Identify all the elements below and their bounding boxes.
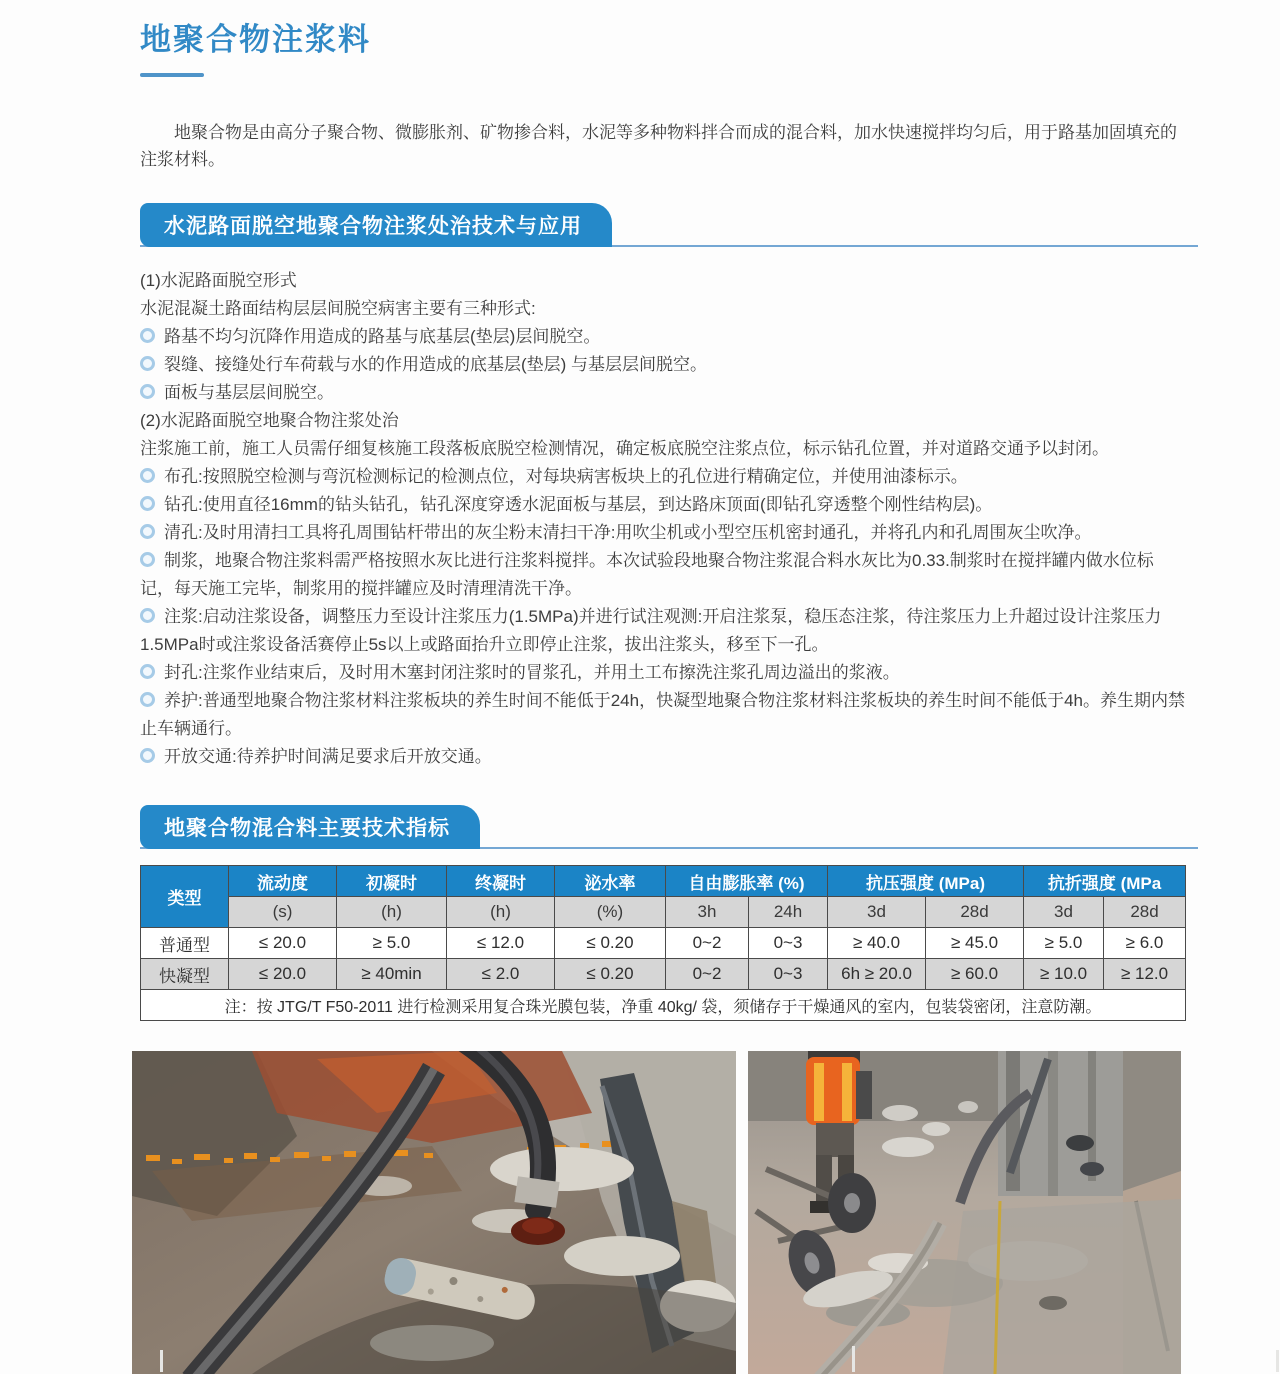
page-bottom-artifact — [160, 1350, 163, 1372]
table-sub-header: 3d — [1024, 897, 1104, 928]
ring-bullet-icon — [140, 748, 155, 763]
table-cell: ≥ 60.0 — [926, 959, 1024, 990]
table-group-header: 初凝时 — [337, 866, 447, 897]
procedure-bullet-item: 钻孔:使用直径16mm的钻头钻孔，钻孔深度穿透水泥面板与基层，到达路床顶面(即钻孔穿透整个刚性结构层)。 — [140, 491, 1185, 519]
page-bottom-artifact — [1276, 1350, 1279, 1372]
table-group-header: 抗压强度 (MPa) — [828, 866, 1024, 897]
procedure-text-line: (2)水泥路面脱空地聚合物注浆处治 — [140, 411, 399, 430]
table-cell: ≥ 6.0 — [1104, 928, 1186, 959]
procedure-bullet-item: 注浆:启动注浆设备，调整压力至设计注浆压力(1.5MPa)并进行试注观测:开启注浆泵，稳压态注浆，待注浆压力上升超过设计注浆压力1.5MPa时或注浆设备活赛停止5s以上或路面抬升立即停止注浆，拔出注浆头，移至下一孔。 — [140, 607, 1162, 654]
table-sub-header: 3d — [828, 897, 926, 928]
table-sub-header: (%) — [555, 897, 666, 928]
ring-bullet-icon — [140, 384, 155, 399]
ring-bullet-icon — [140, 356, 155, 371]
spec-table — [140, 865, 1186, 1021]
table-sub-header: 28d — [926, 897, 1024, 928]
table-note: 注：按 JTG/T F50-2011 进行检测采用复合珠光膜包装，净重 40kg/ 袋，须储存于干燥通风的室内，包装袋密闭，注意防潮。 — [141, 990, 1186, 1021]
table-group-header: 流动度 — [229, 866, 337, 897]
procedure-bullet-item: 路基不均匀沉降作用造成的路基与底基层(垫层)层间脱空。 — [140, 323, 1185, 351]
procedure-bullet-item: 养护:普通型地聚合物注浆材料注浆板块的养生时间不能低于24h，快凝型地聚合物注浆材料注浆板块的养生时间不能低于4h。养生期内禁止车辆通行。 — [140, 691, 1185, 738]
table-row — [141, 928, 1186, 959]
ring-bullet-icon — [140, 664, 155, 679]
table-sub-header: (h) — [447, 897, 555, 928]
table-cell: ≥ 12.0 — [1104, 959, 1186, 990]
table-cell: 0~3 — [749, 928, 828, 959]
table-cell: 0~2 — [666, 928, 749, 959]
table-cell: 0~2 — [666, 959, 749, 990]
ring-bullet-icon — [140, 552, 155, 567]
table-cell: ≤ 0.20 — [555, 928, 666, 959]
pavement-photo-illustration — [132, 1051, 736, 1374]
construction-site-illustration — [748, 1051, 1181, 1374]
ring-bullet-icon — [140, 328, 155, 343]
section-banner-row-2 — [140, 805, 1198, 849]
table-group-header: 抗折强度 (MPa — [1024, 866, 1186, 897]
table-cell: ≤ 20.0 — [229, 928, 337, 959]
table-cell: ≥ 5.0 — [1024, 928, 1104, 959]
table-sub-header: (h) — [337, 897, 447, 928]
ring-bullet-icon — [140, 692, 155, 707]
procedure-text-line: 水泥混凝土路面结构层层间脱空病害主要有三种形式: — [140, 299, 536, 318]
table-group-header: 终凝时 — [447, 866, 555, 897]
table-cell: ≤ 12.0 — [447, 928, 555, 959]
table-sub-header: 24h — [749, 897, 828, 928]
ring-bullet-icon — [140, 524, 155, 539]
ring-bullet-icon — [140, 608, 155, 623]
table-row — [141, 959, 1186, 990]
page-title: 地聚合物注浆料 — [140, 22, 371, 57]
intro-paragraph: 地聚合物是由高分子聚合物、微膨胀剂、矿物掺合料，水泥等多种物料拌合而成的混合料，加水快速搅拌均匀后，用于路基加固填充的注浆材料。 — [140, 123, 1177, 169]
procedure-bullet-item: 开放交通:待养护时间满足要求后开放交通。 — [140, 743, 1185, 771]
procedure-bullet-item: 裂缝、接缝处行车荷载与水的作用造成的底基层(垫层) 与基层层间脱空。 — [140, 351, 1185, 379]
procedure-bullet-item: 封孔:注浆作业结束后，及时用木塞封闭注浆时的冒浆孔，并用土工布擦洗注浆孔周边溢出的浆液。 — [140, 659, 1185, 687]
page-bottom-artifact — [852, 1346, 855, 1372]
table-cell: ≤ 2.0 — [447, 959, 555, 990]
table-corner-header: 类型 — [141, 866, 229, 928]
photo-strip — [132, 1051, 1185, 1374]
ring-bullet-icon — [140, 468, 155, 483]
title-underline-decoration — [140, 73, 204, 77]
photo-pavement-grouting-hose — [132, 1051, 736, 1374]
procedure-bullet-item: 制浆，地聚合物注浆料需严格按照水灰比进行注浆料搅拌。本次试验段地聚合物注浆混合料水灰比为0.33.制浆时在搅拌罐内做水位标记，每天施工完毕，制浆用的搅拌罐应及时清理清洗干净。 — [140, 551, 1154, 598]
procedure-text-block — [140, 267, 1185, 771]
procedure-bullet-item: 清孔:及时用清扫工具将孔周围钻杆带出的灰尘粉末清扫干净:用吹尘机或小型空压机密封通孔，并将孔内和孔周围灰尘吹净。 — [140, 519, 1185, 547]
table-row-type: 快凝型 — [141, 959, 229, 990]
ring-bullet-icon — [140, 496, 155, 511]
section-banner-technology: 水泥路面脱空地聚合物注浆处治技术与应用 — [140, 203, 612, 247]
table-cell: 6h ≥ 20.0 — [828, 959, 926, 990]
table-sub-header: (s) — [229, 897, 337, 928]
procedure-text-line: 注浆施工前，施工人员需仔细复核施工段落板底脱空检测情况，确定板底脱空注浆点位，标示钻孔位置，并对道路交通予以封闭。 — [140, 439, 1109, 458]
procedure-text-line: (1)水泥路面脱空形式 — [140, 271, 297, 290]
table-sub-header: 3h — [666, 897, 749, 928]
procedure-bullet-item: 面板与基层层间脱空。 — [140, 379, 1185, 407]
photo-grouting-construction-site — [748, 1051, 1181, 1374]
table-cell: ≥ 40.0 — [828, 928, 926, 959]
table-group-header: 泌水率 — [555, 866, 666, 897]
table-cell: ≤ 0.20 — [555, 959, 666, 990]
table-cell: ≥ 40min — [337, 959, 447, 990]
table-row-type: 普通型 — [141, 928, 229, 959]
table-cell: ≥ 5.0 — [337, 928, 447, 959]
section-banner-row-1 — [140, 203, 1198, 247]
table-group-header: 自由膨胀率 (%) — [666, 866, 828, 897]
table-cell: ≤ 20.0 — [229, 959, 337, 990]
table-cell: ≥ 10.0 — [1024, 959, 1104, 990]
table-cell: ≥ 45.0 — [926, 928, 1024, 959]
section-banner-specs: 地聚合物混合料主要技术指标 — [140, 805, 480, 849]
table-cell: 0~3 — [749, 959, 828, 990]
procedure-bullet-item: 布孔:按照脱空检测与弯沉检测标记的检测点位，对每块病害板块上的孔位进行精确定位，并使用油漆标示。 — [140, 463, 1185, 491]
table-sub-header: 28d — [1104, 897, 1186, 928]
